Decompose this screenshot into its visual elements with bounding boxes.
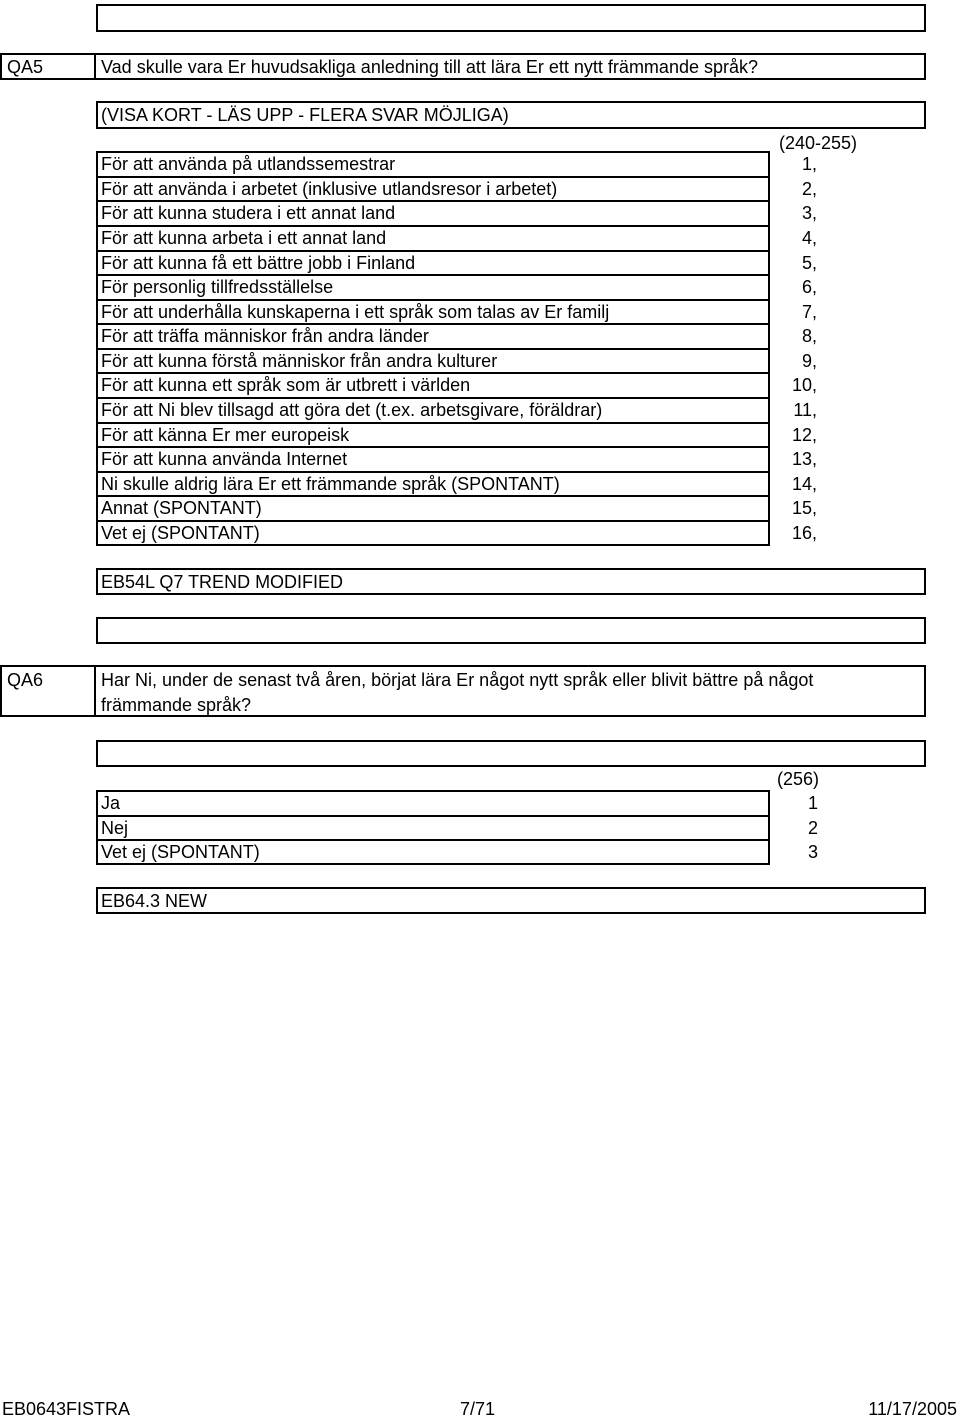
qa6-question-line1: Har Ni, under de senast två åren, börjat lära Er något nytt språk eller blivit bättre på något <box>101 670 814 690</box>
qa5-answer-code: 8, <box>801 326 817 346</box>
qa5-answer-label: Ni skulle aldrig lära Er ett främmande språk (SPONTANT) <box>101 474 560 494</box>
qa5-answer-label: För att underhålla kunskaperna i ett språk som talas av Er familj <box>101 302 610 322</box>
qa5-answer-label: För att kunna studera i ett annat land <box>101 203 396 223</box>
qa5-answer-label: Annat (SPONTANT) <box>101 498 262 518</box>
qa6-id: QA6 <box>7 670 44 690</box>
qa5-answer-code: 3, <box>801 203 817 223</box>
qa6-answer-code: 2 <box>807 818 818 838</box>
qa5-answer-code: 4, <box>801 228 817 248</box>
qa5-answer-code: 13, <box>791 449 817 469</box>
separator-empty-box <box>96 617 926 644</box>
qa5-answer-label: För att använda på utlandssemestrar <box>101 154 396 174</box>
qa6-answer-label: Ja <box>101 793 121 813</box>
qa5-id: QA5 <box>7 57 44 77</box>
qa5-answer-code: 7, <box>801 302 817 322</box>
qa5-answer-code: 5, <box>801 253 817 273</box>
qa5-answer-label: För att kunna arbeta i ett annat land <box>101 228 387 248</box>
qa5-answer-label: För att kunna använda Internet <box>101 449 348 469</box>
qa6-empty-box <box>96 740 926 767</box>
qa5-trend-note: EB54L Q7 TREND MODIFIED <box>101 572 344 592</box>
qa5-answer-label: För att Ni blev tillsagd att göra det (t.ex. arbetsgivare, föräldrar) <box>101 400 603 420</box>
qa5-answer-label: För att träffa människor från andra länder <box>101 326 429 346</box>
qa5-answer-label: För att använda i arbetet (inklusive utlandsresor i arbetet) <box>101 179 558 199</box>
qa5-answer-label: För att kunna få ett bättre jobb i Finland <box>101 253 416 273</box>
qa5-answer-label: För att kunna ett språk som är utbrett i världen <box>101 375 471 395</box>
qa6-answer-label: Nej <box>101 818 129 838</box>
footer-doc-id: EB0643FISTRA <box>2 1399 131 1417</box>
qa6-question-line2: främmande språk? <box>101 695 252 715</box>
qa6-trend-note: EB64.3 NEW <box>101 891 208 911</box>
qa6-answer-code: 1 <box>807 793 818 813</box>
qa6-answer-code: 3 <box>807 842 818 862</box>
qa5-answer-code: 6, <box>801 277 817 297</box>
qa5-answer-label: För personlig tillfredsställelse <box>101 277 334 297</box>
qa5-answer-code: 16, <box>791 523 817 543</box>
qa5-answer-label: För att kunna förstå människor från andra kulturer <box>101 351 498 371</box>
qa5-question: Vad skulle vara Er huvudsakliga anledning till att lära Er ett nytt främmande språk? <box>101 57 758 77</box>
qa6-trend-box <box>96 887 926 914</box>
qa5-answer-code: 14, <box>791 474 817 494</box>
qa6-grid-left <box>96 790 98 865</box>
qa5-instruction: (VISA KORT - LÄS UPP - FLERA SVAR MÖJLIGA) <box>101 105 509 125</box>
qa5-answer-code: 2, <box>801 179 817 199</box>
qa6-column-code: (256) <box>776 769 819 789</box>
qa5-answer-code: 12, <box>791 425 817 445</box>
qa5-answer-label: Vet ej (SPONTANT) <box>101 523 260 543</box>
qa5-answer-code: 11, <box>793 400 817 420</box>
qa6-answer-label: Vet ej (SPONTANT) <box>101 842 260 862</box>
qa5-answer-label: För att känna Er mer europeisk <box>101 425 350 445</box>
qa5-answer-code: 10, <box>791 375 817 395</box>
top-empty-box <box>96 4 926 32</box>
qa5-column-code: (240-255) <box>778 133 857 153</box>
footer-page-number: 7/71 <box>460 1399 496 1417</box>
qa5-answer-code: 9, <box>801 351 817 371</box>
qa5-answer-code: 15, <box>791 498 817 518</box>
qa5-answer-code: 1, <box>801 154 817 174</box>
qa6-grid-right <box>768 790 770 865</box>
footer-date: 11/17/2005 <box>868 1399 957 1417</box>
